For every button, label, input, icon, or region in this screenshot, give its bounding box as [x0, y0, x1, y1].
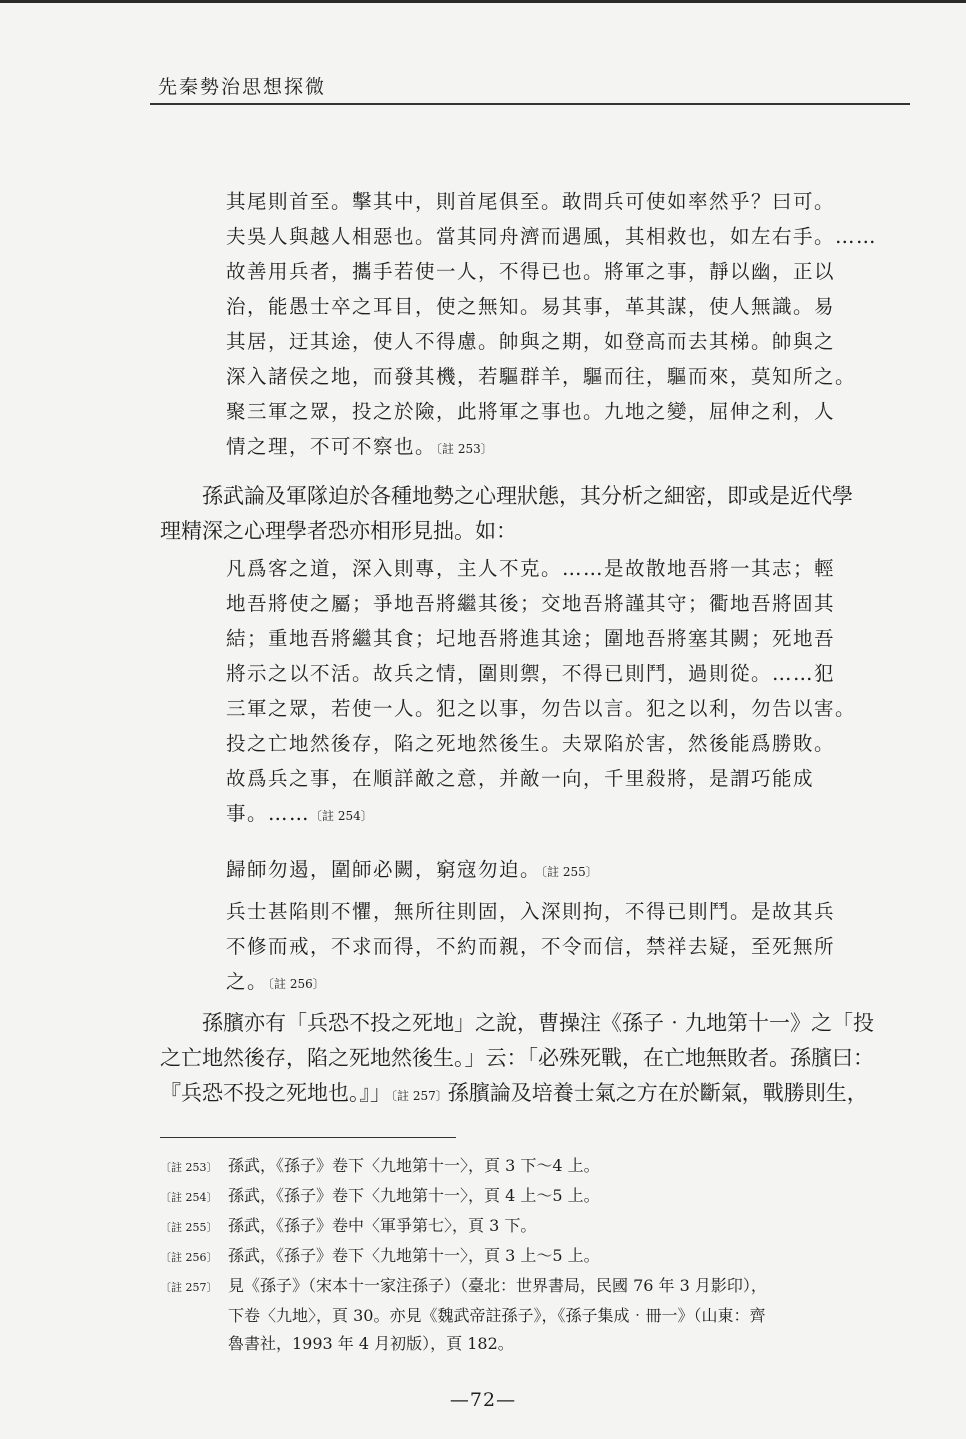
- footnotes: [160, 1152, 920, 1358]
- quote-line: 其居，迂其途，使人不得慮。帥與之期，如登高而去其梯。帥與之: [226, 330, 836, 353]
- quote-text: 歸師勿遏，圍師必闕，窮寇勿迫。: [226, 858, 542, 881]
- footnote-254: [160, 1182, 920, 1212]
- quote-line: 不修而戒，不求而得，不約而親，不令而信，禁祥去疑，至死無所: [226, 935, 836, 958]
- quote-line: 將示之以不活。故兵之情，圍則禦，不得已則鬥，過則從。……犯: [226, 662, 836, 685]
- quote-line: 故爲兵之事，在順詳敵之意，并敵一向，千里殺將，是謂巧能成: [226, 767, 815, 790]
- quote-line: [226, 852, 890, 887]
- footnote-ref-254[interactable]: 〔註 254〕: [310, 809, 373, 823]
- footnote-ref-253[interactable]: 〔註 253〕: [436, 442, 493, 456]
- quote-line: 夫吳人與越人相惡也。當其同舟濟而遇風，其相救也，如左右手。……: [226, 225, 878, 248]
- footnote-text: 見《孫子》（宋本十一家注孫子）（臺北：世界書局，民國 76 年 3 月影印），: [228, 1276, 767, 1295]
- footnote-number: 〔註 256〕: [160, 1251, 218, 1264]
- quote-line: [226, 796, 890, 831]
- quote-line: 結；重地吾將繼其食；圮地吾將進其途；圍地吾將塞其闕；死地吾: [226, 627, 836, 650]
- quote-line: 地吾將使之屬；爭地吾將繼其後；交地吾將謹其守；衢地吾將固其: [226, 592, 836, 615]
- quote-text: 之。: [226, 970, 269, 993]
- top-border: [0, 0, 966, 3]
- footnote-continuation: 下卷〈九地〉，頁 30。亦見《魏武帝註孫子》，《孫子集成‧冊一》（山東：齊: [228, 1306, 766, 1325]
- quote-line: 凡爲客之道，深入則專，主人不克。……是故散地吾將一其志；輕: [226, 557, 836, 580]
- quote-line: 兵士甚陷則不懼，無所往則固，入深則拘，不得已則鬥。是故其兵: [226, 900, 836, 923]
- quote-line: [226, 964, 890, 999]
- body-paragraph-2: [160, 1006, 916, 1111]
- footnote-number: 〔註 257〕: [160, 1281, 218, 1294]
- quote-text: 事。……: [226, 802, 311, 825]
- quote-line: 三軍之眾，若使一人。犯之以事，勿告以言。犯之以利，勿告以害。: [226, 697, 857, 720]
- page-number: —72—: [449, 1389, 517, 1411]
- quote-line: [226, 429, 890, 464]
- quote-line: 治，能愚士卒之耳目，使之無知。易其事，革其謀，使人無識。易: [226, 295, 836, 318]
- quote-line: 投之亡地然後存，陷之死地然後生。夫眾陷於害，然後能爲勝敗。: [226, 732, 836, 755]
- quote-block-2: [226, 551, 890, 831]
- quote-line: 故善用兵者，攜手若使一人，不得已也。將軍之事，靜以幽，正以: [226, 260, 836, 283]
- footnote-text: 孫武，《孫子》卷下〈九地第十一〉，頁 4 上～5 上。: [228, 1186, 600, 1205]
- quote-line: 聚三軍之眾，投之於險，此將軍之事也。九地之變，屈伸之利，人: [226, 400, 836, 423]
- footnote-number: 〔註 255〕: [160, 1221, 218, 1234]
- footnote-ref-255[interactable]: 〔註 255〕: [541, 865, 598, 879]
- header-rule: [150, 103, 910, 105]
- footnote-255: [160, 1212, 920, 1242]
- quote-block-3: [226, 852, 890, 887]
- body-line: 孫臏亦有「兵恐不投之死地」之說，曹操注《孫子‧九地第十一》之「投: [202, 1011, 874, 1035]
- footnote-257: [160, 1272, 920, 1302]
- quote-line: 深入諸侯之地，而發其機，若驅群羊，驅而往，驅而來，莫知所之。: [226, 365, 857, 388]
- quote-line: 其尾則首至。擊其中，則首尾俱至。敢問兵可使如率然乎？曰可。: [226, 190, 836, 213]
- body-line: 理精深之心理學者恐亦相形見拙。如：: [160, 519, 517, 543]
- running-head-title: 先秦勢治思想探微: [158, 76, 327, 98]
- footnote-rule: [160, 1137, 456, 1138]
- quote-block-1: [226, 184, 890, 464]
- footnote-text: 孫武，《孫子》卷下〈九地第十一〉，頁 3 上～5 上。: [228, 1246, 600, 1265]
- body-line: [160, 1076, 916, 1111]
- footnote-text: 孫武，《孫子》卷中〈軍爭第七〉，頁 3 下。: [228, 1216, 537, 1235]
- footnote-number: 〔註 253〕: [160, 1161, 218, 1174]
- body-line: 之亡地然後存，陷之死地然後生。」云：「必殊死戰，在亡地無敗者。孫臏曰：: [160, 1046, 874, 1070]
- footnote-number: 〔註 254〕: [160, 1191, 218, 1204]
- quote-text: 情之理，不可不察也。: [226, 435, 437, 458]
- body-line: 孫武論及軍隊迫於各種地勢之心理狀態，其分析之細密，即或是近代學: [202, 484, 853, 508]
- footnote-continuation: 魯書社，1993 年 4 月初版），頁 182。: [228, 1334, 514, 1353]
- footnote-ref-257[interactable]: 〔註 257〕: [391, 1089, 448, 1103]
- body-text: 孫臏論及培養士氣之方在於斷氣，戰勝則生，: [447, 1081, 868, 1105]
- footnote-253: [160, 1152, 920, 1182]
- body-text: 『兵恐不投之死地也。』」: [160, 1081, 391, 1105]
- footnote-text: 孫武，《孫子》卷下〈九地第十一〉，頁 3 下～4 上。: [228, 1156, 600, 1175]
- body-paragraph-1: [160, 479, 916, 549]
- footnote-256: [160, 1242, 920, 1272]
- quote-block-4: [226, 894, 890, 999]
- footnote-ref-256[interactable]: 〔註 256〕: [268, 977, 325, 991]
